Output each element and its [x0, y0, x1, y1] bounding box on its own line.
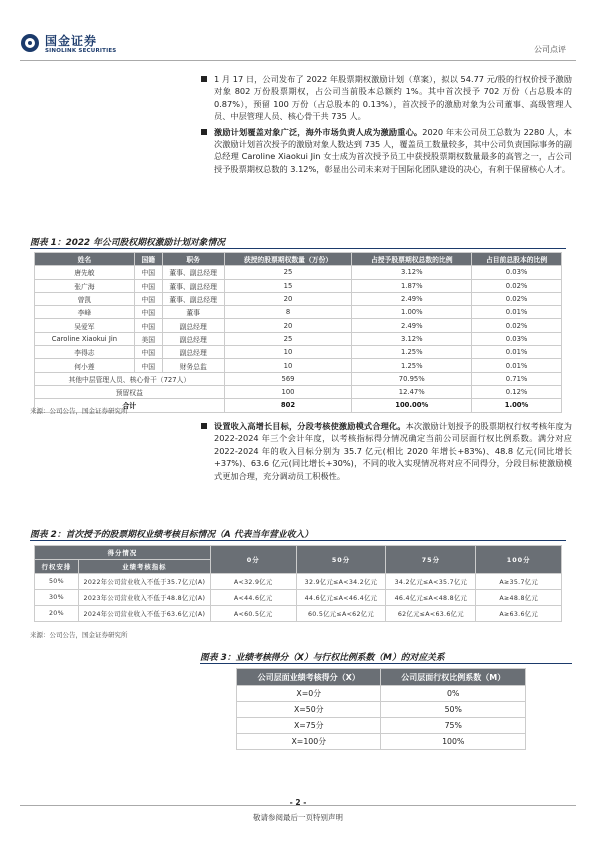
table-cell: 副总经理: [162, 319, 224, 332]
table-row: [35, 279, 562, 292]
col-header: 公司层面业绩考核得分（X）: [237, 669, 381, 686]
bullet-item: [200, 420, 572, 482]
col-header: 占目前总股本的比例: [472, 253, 562, 266]
table-cell: 董事、副总经理: [162, 279, 224, 292]
bullet-square-icon: [201, 423, 207, 429]
figure-1-table: [34, 252, 562, 413]
table-cell: 15: [224, 279, 352, 292]
header-divider: [20, 60, 576, 61]
bullet-text: 本次激励计划授予的股票期权行权考核年度为 2022-2024 年三个会计年度，以考核指标得分情况确定当前公司层面行权比例系数。满分对应 2022-2024 年的收入目标分别为 35.7 亿元(相比 2020 年增长+83%)、48.8 亿元(同比增长+37%)、63.6 亿元(同比增长+30%)，不同的收入实现情况将对应不同得分，分段目标使激励模式更加合理，充分调动员工积极性。: [214, 421, 572, 481]
figure-1-title: 图表 1：2022 年公司股权期权激励计划对象情况: [30, 235, 566, 249]
bullet-text: 2020 年末公司员工总数为 2280 人，本次激励计划首次授予的激励对象人数达到 735 人，覆盖员工数量较多，其中公司负责国际事务的副总经理 Caroline Xiaokui Jin 女士成为首次授予员工中获授股票期权数量最多的高管之一，占公司授予股票期权总数的 3.12%，彰显出公司未来对于国际化团队建设的决心，有利于保留核心人才。: [214, 126, 572, 174]
table-cell: 中国: [134, 306, 162, 319]
bullet-heading: 设置收入高增长目标，分段考核使激励模式合理化。: [214, 421, 406, 431]
table-cell: 0%: [381, 686, 526, 702]
page-header: [0, 0, 596, 62]
bullet-heading: 激励计划覆盖对象广泛，海外市场负责人成为激励重心。: [214, 126, 423, 137]
table-cell: 何小莲: [35, 359, 135, 372]
table-cell: 美国: [134, 332, 162, 345]
table-cell: 46.4亿元≤A<48.8亿元: [386, 590, 476, 606]
table-cell: 0.03%: [472, 332, 562, 345]
table-cell: 802: [224, 399, 352, 412]
table-cell: A<32.9亿元: [210, 574, 296, 590]
table-cell: 0.01%: [472, 346, 562, 359]
table-cell: 20%: [35, 606, 79, 622]
table-cell: 25: [224, 332, 352, 345]
table-cell: 其他中层管理人员、核心骨干（727人）: [35, 372, 225, 385]
table-cell: 70.95%: [352, 372, 472, 385]
logo-cn-text: 国金证券: [45, 34, 98, 48]
table-cell: 0.71%: [472, 372, 562, 385]
table-cell: 20: [224, 292, 352, 305]
table-cell: 董事、副总经理: [162, 292, 224, 305]
footer-disclaimer: 敬请参阅最后一页特别声明: [253, 813, 343, 822]
table-row: [35, 574, 562, 590]
col-header: 100分: [476, 546, 562, 574]
table-cell: 董事: [162, 306, 224, 319]
table-cell: 李得志: [35, 346, 135, 359]
col-header: 姓名: [35, 253, 135, 266]
table-cell: 100.00%: [352, 399, 472, 412]
table-cell: 副总经理: [162, 332, 224, 345]
table-cell: 0.01%: [472, 359, 562, 372]
table-cell: 50%: [35, 574, 79, 590]
col-header: 获授的股票期权数量（万份）: [224, 253, 352, 266]
table-cell: 75%: [381, 718, 526, 734]
bullet-square-icon: [201, 129, 207, 135]
table-cell: 张广海: [35, 279, 135, 292]
table-cell: 1.00%: [472, 399, 562, 412]
table-cell: 唐先敏: [35, 266, 135, 279]
col-header: 50分: [296, 546, 386, 574]
table-cell: 100: [224, 385, 352, 398]
table-header-row: [35, 546, 562, 560]
figure-3-title: 图表 3：业绩考核得分（X）与行权比例系数（M）的对应关系: [200, 650, 572, 664]
table-row: [35, 590, 562, 606]
bullet-list-2: [200, 420, 572, 485]
table-cell: X=50分: [237, 702, 381, 718]
table-cell: X=0分: [237, 686, 381, 702]
table-cell: 中国: [134, 346, 162, 359]
table-row: [237, 702, 526, 718]
table-cell: 10: [224, 359, 352, 372]
page-number: - 2 -: [289, 798, 307, 807]
table-cell: 中国: [134, 319, 162, 332]
col-header: 75分: [386, 546, 476, 574]
table-cell: 0.03%: [472, 266, 562, 279]
figure-2-source: 来源：公司公告，国金证券研究所: [30, 631, 128, 639]
table-row: [35, 319, 562, 332]
col-header: 国籍: [134, 253, 162, 266]
table-cell: 吴爱军: [35, 319, 135, 332]
table-cell: 50%: [381, 702, 526, 718]
table-cell: 中国: [134, 292, 162, 305]
table-row: [35, 306, 562, 319]
table-cell: 合计: [35, 399, 225, 412]
col-header: 业绩考核指标: [78, 560, 210, 574]
table-cell: A≥35.7亿元: [476, 574, 562, 590]
table-cell: 2022年公司营业收入不低于35.7亿元(A): [78, 574, 210, 590]
table-row: [237, 686, 526, 702]
table-cell: A<44.6亿元: [210, 590, 296, 606]
table-cell: 44.6亿元≤A<46.4亿元: [296, 590, 386, 606]
footer-divider: [20, 805, 576, 806]
table-cell: X=75分: [237, 718, 381, 734]
table-cell: 2023年公司营业收入不低于48.8亿元(A): [78, 590, 210, 606]
col-header: 得分情况: [35, 546, 211, 560]
logo-en-text: SINOLINK SECURITIES: [45, 48, 117, 54]
table-row: [35, 385, 562, 398]
bullet-item: [200, 126, 572, 176]
col-header: 行权安排: [35, 560, 79, 574]
figure-2-table: [34, 545, 562, 622]
col-header: 占授予股票期权总数的比例: [352, 253, 472, 266]
table-cell: 25: [224, 266, 352, 279]
logo-emblem-icon: [21, 34, 39, 52]
table-row: [35, 346, 562, 359]
table-row: [35, 359, 562, 372]
bullet-square-icon: [201, 76, 207, 82]
col-header: 0分: [210, 546, 296, 574]
table-row: [237, 734, 526, 750]
table-header-row: [35, 253, 562, 266]
company-logo: [21, 30, 131, 60]
figure-1-source: 来源：公司公告，国金证券研究所: [30, 407, 128, 415]
table-cell: X=100分: [237, 734, 381, 750]
document-type: 公司点评: [534, 45, 566, 54]
table-cell: 1.25%: [352, 359, 472, 372]
figure-2-title: 图表 2：首次授予的股票期权业绩考核目标情况（A 代表当年营业收入）: [30, 527, 566, 541]
table-cell: 2024年公司营业收入不低于63.6亿元(A): [78, 606, 210, 622]
table-cell: 中国: [134, 266, 162, 279]
table-cell: 1.00%: [352, 306, 472, 319]
table-cell: A≥63.6亿元: [476, 606, 562, 622]
table-cell: 董事、副总经理: [162, 266, 224, 279]
table-cell: 3.12%: [352, 332, 472, 345]
table-row: [35, 292, 562, 305]
table-cell: 12.47%: [352, 385, 472, 398]
table-row: [35, 372, 562, 385]
figure-3-table: [236, 668, 526, 750]
table-cell: 34.2亿元≤A<35.7亿元: [386, 574, 476, 590]
table-cell: 60.5亿元≤A<62亿元: [296, 606, 386, 622]
table-cell: 569: [224, 372, 352, 385]
table-cell: A<60.5亿元: [210, 606, 296, 622]
table-row: [35, 606, 562, 622]
bullet-item: [200, 73, 572, 123]
table-cell: 20: [224, 319, 352, 332]
table-cell: 李峰: [35, 306, 135, 319]
table-cell: 0.02%: [472, 319, 562, 332]
table-row: [35, 266, 562, 279]
table-cell: 30%: [35, 590, 79, 606]
table-cell: 预留权益: [35, 385, 225, 398]
table-cell: Caroline Xiaokui Jin: [35, 332, 135, 345]
table-cell: 中国: [134, 279, 162, 292]
table-cell: 0.12%: [472, 385, 562, 398]
table-cell: 62亿元≤A<63.6亿元: [386, 606, 476, 622]
table-cell: 10: [224, 346, 352, 359]
table-header-row: [237, 669, 526, 686]
table-cell: 2.49%: [352, 292, 472, 305]
col-header: 职务: [162, 253, 224, 266]
table-cell: 0.01%: [472, 306, 562, 319]
table-cell: 曾凯: [35, 292, 135, 305]
col-header: 公司层面行权比例系数（M）: [381, 669, 526, 686]
table-cell: 财务总监: [162, 359, 224, 372]
bullet-text: 1 月 17 日，公司发布了 2022 年股票期权激励计划（草案），拟以 54.77 元/股的行权价授予激励对象 802 万份股票期权，占公司当前股本总额约 1%。其中首次授予 702 万份（占总股本的 0.87%），预留 100 万份（占总股本的 0.13%），首次授予的激励对象为公司董事、高级管理人员、中层管理人员、核心骨干共 735 人。: [214, 74, 572, 122]
table-cell: 100%: [381, 734, 526, 750]
table-cell: 2.49%: [352, 319, 472, 332]
table-cell: 0.02%: [472, 279, 562, 292]
table-cell: 8: [224, 306, 352, 319]
table-cell: 副总经理: [162, 346, 224, 359]
table-cell: 中国: [134, 359, 162, 372]
table-cell: 1.87%: [352, 279, 472, 292]
table-cell: 1.25%: [352, 346, 472, 359]
table-cell: 0.02%: [472, 292, 562, 305]
table-row: [35, 332, 562, 345]
table-cell: 3.12%: [352, 266, 472, 279]
table-cell: A≥48.8亿元: [476, 590, 562, 606]
table-row: [237, 718, 526, 734]
table-cell: 32.9亿元≤A<34.2亿元: [296, 574, 386, 590]
bullet-list-1: [200, 73, 572, 178]
